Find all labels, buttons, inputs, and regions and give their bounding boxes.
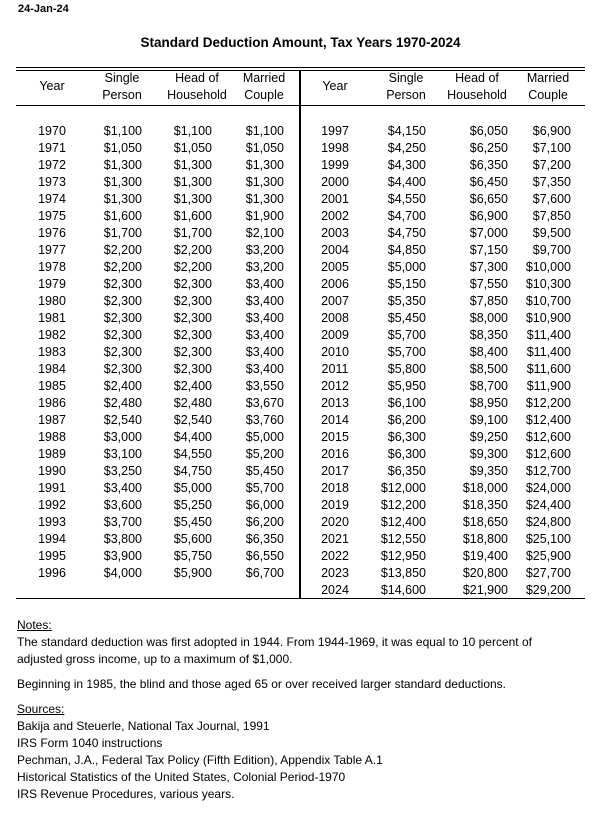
- married-couple-amount: $5,700: [245, 481, 284, 495]
- year-cell: 2000: [321, 175, 349, 189]
- single-person-amount: $2,300: [103, 311, 142, 325]
- header-single-person: Single: [388, 71, 424, 85]
- married-couple-amount: $3,200: [245, 260, 284, 274]
- head-of-household-amount: $2,300: [173, 362, 212, 376]
- married-couple-amount: $6,350: [245, 532, 284, 546]
- year-cell: 1983: [38, 345, 66, 359]
- married-couple-amount: $3,400: [245, 328, 284, 342]
- head-of-household-amount: $2,200: [173, 243, 212, 257]
- year-cell: 1984: [38, 362, 66, 376]
- table-bottom-rule: [16, 598, 301, 599]
- married-couple-amount: $6,200: [245, 515, 284, 529]
- single-person-amount: $1,100: [103, 124, 142, 138]
- married-couple-amount: $11,400: [526, 328, 571, 342]
- head-of-household-amount: $18,800: [462, 532, 508, 546]
- year-cell: 1976: [38, 226, 66, 240]
- single-person-amount: $3,800: [103, 532, 142, 546]
- single-person-amount: $1,300: [103, 158, 142, 172]
- head-of-household-amount: $4,750: [173, 464, 212, 478]
- head-of-household-amount: $1,300: [173, 192, 212, 206]
- year-cell: 1972: [38, 158, 66, 172]
- head-of-household-amount: $8,500: [469, 362, 508, 376]
- single-person-amount: $1,300: [103, 175, 142, 189]
- married-couple-amount: $3,760: [245, 413, 284, 427]
- married-couple-amount: $5,200: [245, 447, 284, 461]
- single-person-amount: $5,800: [387, 362, 426, 376]
- single-person-amount: $2,400: [103, 379, 142, 393]
- year-cell: 2011: [321, 362, 349, 376]
- year-cell: 2014: [321, 413, 349, 427]
- head-of-household-amount: $7,850: [469, 294, 508, 308]
- source-item: IRS Revenue Procedures, various years.: [17, 787, 235, 801]
- sources-heading: Sources:: [17, 702, 65, 716]
- header-head-of-household: Household: [167, 88, 227, 102]
- header-married-couple: Couple: [528, 88, 568, 102]
- year-cell: 2006: [321, 277, 349, 291]
- note-item: The standard deduction was first adopted in 1944. From 1944-1969, it was equal to 10 percent of adjusted gross income, up to a maximum of $1,000.: [17, 635, 532, 666]
- married-couple-amount: $29,200: [525, 583, 571, 597]
- head-of-household-amount: $8,000: [469, 311, 508, 325]
- married-couple-amount: $11,900: [526, 379, 571, 393]
- married-couple-amount: $6,000: [245, 498, 284, 512]
- married-couple-amount: $3,400: [245, 311, 284, 325]
- single-person-amount: $12,400: [380, 515, 426, 529]
- married-couple-amount: $9,700: [532, 243, 571, 257]
- married-couple-amount: $7,600: [532, 192, 571, 206]
- married-couple-amount: $3,400: [245, 362, 284, 376]
- single-person-amount: $1,700: [103, 226, 142, 240]
- single-person-amount: $6,200: [387, 413, 426, 427]
- head-of-household-amount: $2,300: [173, 277, 212, 291]
- head-of-household-amount: $9,250: [469, 430, 508, 444]
- single-person-amount: $3,250: [103, 464, 142, 478]
- header-married-couple: Married: [242, 71, 286, 85]
- single-person-amount: $2,300: [103, 277, 142, 291]
- married-couple-amount: $10,700: [525, 294, 571, 308]
- year-cell: 2001: [321, 192, 349, 206]
- year-cell: 1987: [38, 413, 66, 427]
- year-cell: 2016: [321, 447, 349, 461]
- married-couple-amount: $12,200: [525, 396, 571, 410]
- year-cell: 1974: [38, 192, 66, 206]
- married-couple-amount: $6,900: [532, 124, 571, 138]
- year-cell: 1999: [321, 158, 349, 172]
- single-person-amount: $5,950: [387, 379, 426, 393]
- single-person-amount: $3,900: [103, 549, 142, 563]
- year-cell: 1988: [38, 430, 66, 444]
- year-cell: 1993: [38, 515, 66, 529]
- married-couple-amount: $5,450: [245, 464, 284, 478]
- single-person-amount: $2,200: [103, 260, 142, 274]
- year-cell: 2015: [321, 430, 349, 444]
- head-of-household-amount: $6,450: [469, 175, 508, 189]
- page-title: Standard Deduction Amount, Tax Years 1970-2024: [140, 35, 461, 50]
- year-cell: 2009: [321, 328, 349, 342]
- year-cell: 2018: [321, 481, 349, 495]
- head-of-household-amount: $6,250: [469, 141, 508, 155]
- married-couple-amount: $12,600: [525, 430, 571, 444]
- married-couple-amount: $5,000: [245, 430, 284, 444]
- head-of-household-amount: $8,400: [469, 345, 508, 359]
- report-date: 24-Jan-24: [18, 3, 69, 15]
- head-of-household-amount: $8,950: [469, 396, 508, 410]
- head-of-household-amount: $18,000: [462, 481, 508, 495]
- single-person-amount: $1,050: [103, 141, 142, 155]
- married-couple-amount: $1,300: [245, 192, 284, 206]
- married-couple-amount: $25,100: [525, 532, 571, 546]
- married-couple-amount: $7,200: [532, 158, 571, 172]
- header-single-person: Single: [104, 71, 140, 85]
- single-person-amount: $5,150: [387, 277, 426, 291]
- year-cell: 1982: [38, 328, 66, 342]
- header-single-person: Person: [102, 88, 142, 102]
- single-person-amount: $5,700: [387, 345, 426, 359]
- year-cell: 1998: [321, 141, 349, 155]
- header-married-couple: Married: [526, 71, 570, 85]
- married-couple-amount: $1,100: [245, 124, 284, 138]
- married-couple-amount: $25,900: [525, 549, 571, 563]
- single-person-amount: $4,150: [387, 124, 426, 138]
- single-person-amount: $6,350: [387, 464, 426, 478]
- head-of-household-amount: $20,800: [462, 566, 508, 580]
- head-of-household-amount: $18,650: [462, 515, 508, 529]
- header-head-of-household: Head of: [455, 71, 499, 85]
- year-cell: 1981: [38, 311, 66, 325]
- year-cell: 1991: [38, 481, 66, 495]
- married-couple-amount: $10,000: [525, 260, 571, 274]
- year-cell: 1995: [38, 549, 66, 563]
- head-of-household-amount: $21,900: [462, 583, 508, 597]
- head-of-household-amount: $1,300: [173, 175, 212, 189]
- year-cell: 1990: [38, 464, 66, 478]
- head-of-household-amount: $19,400: [462, 549, 508, 563]
- head-of-household-amount: $2,300: [173, 311, 212, 325]
- married-couple-amount: $3,670: [245, 396, 284, 410]
- head-of-household-amount: $4,550: [173, 447, 212, 461]
- year-cell: 1978: [38, 260, 66, 274]
- married-couple-amount: $7,100: [532, 141, 571, 155]
- year-cell: 1992: [38, 498, 66, 512]
- single-person-amount: $13,850: [380, 566, 426, 580]
- married-couple-amount: $11,400: [526, 345, 571, 359]
- year-cell: 1985: [38, 379, 66, 393]
- single-person-amount: $6,300: [387, 447, 426, 461]
- head-of-household-amount: $1,050: [173, 141, 212, 155]
- head-of-household-amount: $7,300: [469, 260, 508, 274]
- head-of-household-amount: $2,200: [173, 260, 212, 274]
- married-couple-amount: $9,500: [532, 226, 571, 240]
- head-of-household-amount: $8,700: [469, 379, 508, 393]
- single-person-amount: $5,700: [387, 328, 426, 342]
- year-cell: 2003: [321, 226, 349, 240]
- head-of-household-amount: $2,300: [173, 345, 212, 359]
- year-cell: 2017: [321, 464, 349, 478]
- year-cell: 2022: [321, 549, 349, 563]
- single-person-amount: $4,750: [387, 226, 426, 240]
- single-person-amount: $3,700: [103, 515, 142, 529]
- single-person-amount: $2,300: [103, 294, 142, 308]
- single-person-amount: $2,480: [103, 396, 142, 410]
- married-couple-amount: $24,400: [525, 498, 571, 512]
- notes-heading: Notes:: [17, 618, 52, 632]
- head-of-household-amount: $1,100: [173, 124, 212, 138]
- head-of-household-amount: $7,150: [469, 243, 508, 257]
- married-couple-amount: $12,400: [525, 413, 571, 427]
- year-cell: 2007: [321, 294, 349, 308]
- single-person-amount: $4,400: [387, 175, 426, 189]
- head-of-household-amount: $5,600: [173, 532, 212, 546]
- head-of-household-amount: $1,300: [173, 158, 212, 172]
- single-person-amount: $1,600: [103, 209, 142, 223]
- head-of-household-amount: $9,350: [469, 464, 508, 478]
- head-of-household-amount: $2,400: [173, 379, 212, 393]
- married-couple-amount: $7,350: [532, 175, 571, 189]
- table-top-rule: [16, 67, 585, 68]
- head-of-household-amount: $1,600: [173, 209, 212, 223]
- married-couple-amount: $3,400: [245, 277, 284, 291]
- married-couple-amount: $12,600: [525, 447, 571, 461]
- head-of-household-amount: $18,350: [462, 498, 508, 512]
- year-cell: 1973: [38, 175, 66, 189]
- year-cell: 1977: [38, 243, 66, 257]
- head-of-household-amount: $2,300: [173, 294, 212, 308]
- single-person-amount: $4,550: [387, 192, 426, 206]
- head-of-household-amount: $9,100: [469, 413, 508, 427]
- married-couple-amount: $10,900: [525, 311, 571, 325]
- married-couple-amount: $1,300: [245, 158, 284, 172]
- married-couple-amount: $24,800: [525, 515, 571, 529]
- year-cell: 2024: [321, 583, 349, 597]
- head-of-household-amount: $8,350: [469, 328, 508, 342]
- single-person-amount: $2,300: [103, 345, 142, 359]
- single-person-amount: $1,300: [103, 192, 142, 206]
- single-person-amount: $4,250: [387, 141, 426, 155]
- single-person-amount: $4,000: [103, 566, 142, 580]
- year-cell: 2019: [321, 498, 349, 512]
- year-cell: 1980: [38, 294, 66, 308]
- head-of-household-amount: $2,540: [173, 413, 212, 427]
- year-cell: 2008: [321, 311, 349, 325]
- head-of-household-amount: $7,000: [469, 226, 508, 240]
- single-person-amount: $6,100: [387, 396, 426, 410]
- married-couple-amount: $10,300: [525, 277, 571, 291]
- head-of-household-amount: $6,650: [469, 192, 508, 206]
- single-person-amount: $3,400: [103, 481, 142, 495]
- single-person-amount: $2,300: [103, 362, 142, 376]
- married-couple-amount: $1,300: [245, 175, 284, 189]
- head-of-household-amount: $5,450: [173, 515, 212, 529]
- header-head-of-household: Household: [447, 88, 507, 102]
- year-cell: 1971: [38, 141, 66, 155]
- head-of-household-amount: $2,300: [173, 328, 212, 342]
- single-person-amount: $4,850: [387, 243, 426, 257]
- column-group-divider: [299, 70, 301, 599]
- single-person-amount: $14,600: [380, 583, 426, 597]
- single-person-amount: $2,300: [103, 328, 142, 342]
- head-of-household-amount: $7,550: [469, 277, 508, 291]
- year-cell: 1994: [38, 532, 66, 546]
- head-of-household-amount: $1,700: [173, 226, 212, 240]
- single-person-amount: $12,950: [380, 549, 426, 563]
- head-of-household-amount: $5,000: [173, 481, 212, 495]
- source-item: Pechman, J.A., Federal Tax Policy (Fifth Edition), Appendix Table A.1: [17, 753, 383, 767]
- year-cell: 1989: [38, 447, 66, 461]
- head-of-household-amount: $6,350: [469, 158, 508, 172]
- year-cell: 2012: [321, 379, 349, 393]
- year-cell: 2013: [321, 396, 349, 410]
- single-person-amount: $6,300: [387, 430, 426, 444]
- head-of-household-amount: $5,250: [173, 498, 212, 512]
- married-couple-amount: $3,400: [245, 294, 284, 308]
- married-couple-amount: $6,700: [245, 566, 284, 580]
- source-item: Historical Statistics of the United States, Colonial Period-1970: [17, 770, 346, 784]
- year-cell: 2020: [321, 515, 349, 529]
- source-item: IRS Form 1040 instructions: [17, 736, 163, 750]
- year-cell: 1970: [38, 124, 66, 138]
- year-cell: 2004: [321, 243, 349, 257]
- year-cell: 1975: [38, 209, 66, 223]
- married-couple-amount: $2,100: [245, 226, 284, 240]
- married-couple-amount: $11,600: [526, 362, 571, 376]
- source-item: Bakija and Steuerle, National Tax Journal, 1991: [17, 719, 270, 733]
- header-year: Year: [39, 79, 65, 93]
- head-of-household-amount: $2,480: [173, 396, 212, 410]
- header-single-person: Person: [386, 88, 426, 102]
- married-couple-amount: $1,900: [245, 209, 284, 223]
- head-of-household-amount: $6,900: [469, 209, 508, 223]
- year-cell: 2005: [321, 260, 349, 274]
- single-person-amount: $4,300: [387, 158, 426, 172]
- header-head-of-household: Head of: [175, 71, 219, 85]
- single-person-amount: $12,550: [380, 532, 426, 546]
- married-couple-amount: $12,700: [525, 464, 571, 478]
- note-item: Beginning in 1985, the blind and those aged 65 or over received larger standard deductions.: [17, 677, 507, 691]
- year-cell: 1996: [38, 566, 66, 580]
- single-person-amount: $12,200: [380, 498, 426, 512]
- year-cell: 2021: [321, 532, 349, 546]
- single-person-amount: $5,450: [387, 311, 426, 325]
- single-person-amount: $5,350: [387, 294, 426, 308]
- head-of-household-amount: $9,300: [469, 447, 508, 461]
- single-person-amount: $3,600: [103, 498, 142, 512]
- single-person-amount: $3,100: [103, 447, 142, 461]
- single-person-amount: $5,000: [387, 260, 426, 274]
- single-person-amount: $4,700: [387, 209, 426, 223]
- head-of-household-amount: $4,400: [173, 430, 212, 444]
- married-couple-amount: $3,200: [245, 243, 284, 257]
- notes-section: [17, 617, 547, 803]
- married-couple-amount: $3,400: [245, 345, 284, 359]
- year-cell: 2023: [321, 566, 349, 580]
- year-cell: 1986: [38, 396, 66, 410]
- header-year: Year: [322, 79, 348, 93]
- single-person-amount: $2,200: [103, 243, 142, 257]
- married-couple-amount: $27,700: [525, 566, 571, 580]
- year-cell: 1979: [38, 277, 66, 291]
- married-couple-amount: $24,000: [525, 481, 571, 495]
- married-couple-amount: $1,050: [245, 141, 284, 155]
- head-of-household-amount: $6,050: [469, 124, 508, 138]
- single-person-amount: $12,000: [380, 481, 426, 495]
- year-cell: 1997: [321, 124, 349, 138]
- single-person-amount: $2,540: [103, 413, 142, 427]
- single-person-amount: $3,000: [103, 430, 142, 444]
- head-of-household-amount: $5,750: [173, 549, 212, 563]
- year-cell: 2010: [321, 345, 349, 359]
- header-married-couple: Couple: [244, 88, 284, 102]
- year-cell: 2002: [321, 209, 349, 223]
- head-of-household-amount: $5,900: [173, 566, 212, 580]
- married-couple-amount: $7,850: [532, 209, 571, 223]
- married-couple-amount: $6,550: [245, 549, 284, 563]
- married-couple-amount: $3,550: [245, 379, 284, 393]
